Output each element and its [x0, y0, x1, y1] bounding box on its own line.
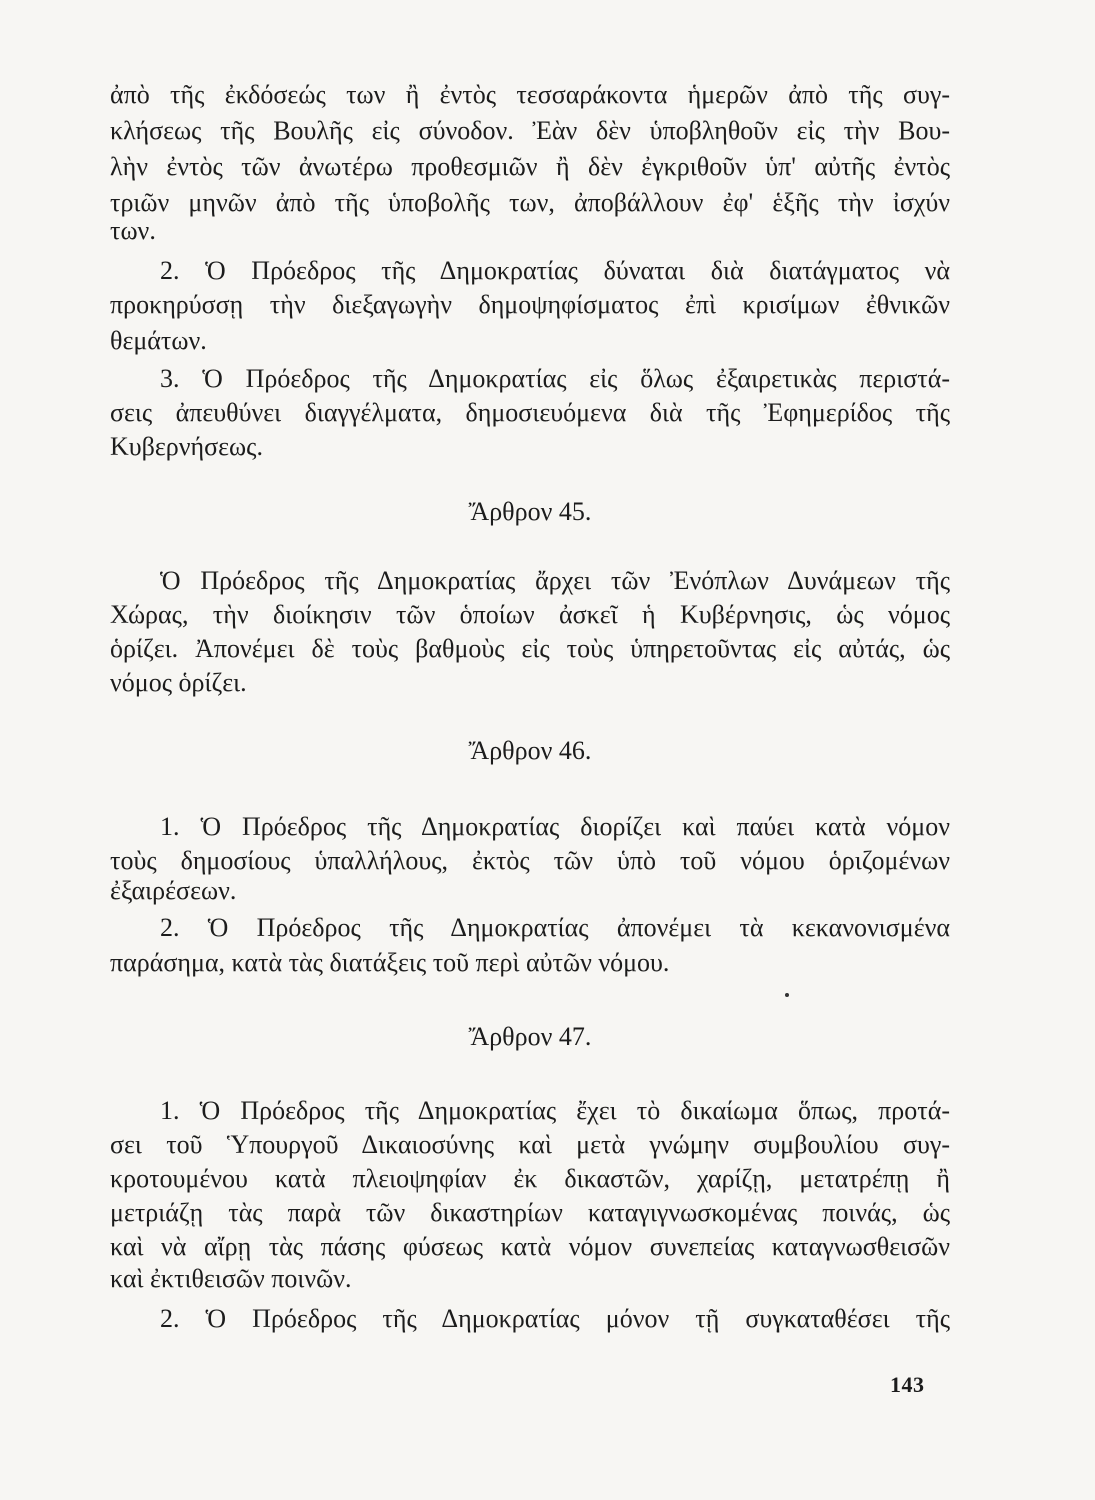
text-line: σει τοῦ Ὑπουργοῦ Δικαιοσύνης καὶ μετὰ γνώμην συμβουλίου συγ-: [110, 1130, 950, 1159]
text-line: 2. Ὁ Πρόεδρος τῆς Δημοκρατίας ἀπονέμει τὰ κεκανονισμένα: [160, 913, 950, 942]
text-line: προκηρύσσῃ τὴν διεξαγωγὴν δημοψηφίσματος ἐπὶ κρισίμων ἐθνικῶν: [110, 290, 950, 319]
text-line: καὶ νὰ αἴρῃ τὰς πάσης φύσεως κατὰ νόμον συνεπείας καταγνωσθεισῶν: [110, 1232, 950, 1261]
text-line: θεμάτων.: [110, 326, 207, 355]
text-line: σεις ἀπευθύνει διαγγέλματα, δημοσιευόμενα διὰ τῆς Ἐφημερίδος τῆς: [110, 398, 950, 427]
text-line: λὴν ἐντὸς τῶν ἀνωτέρω προθεσμιῶν ἢ δὲν ἐγκριθοῦν ὑπ' αὐτῆς ἐντὸς: [110, 152, 950, 181]
text-line: ἐξαιρέσεων.: [110, 876, 237, 905]
text-line: Κυβερνήσεως.: [110, 432, 263, 461]
text-line: παράσημα, κατὰ τὰς διατάξεις τοῦ περὶ αὐτῶν νόμου.: [110, 948, 670, 977]
text-line: 2. Ὁ Πρόεδρος τῆς Δημοκρατίας δύναται διὰ διατάγματος νὰ: [160, 256, 950, 285]
text-line: ἀπὸ τῆς ἐκδόσεώς των ἢ ἐντὸς τεσσαράκοντα ἡμερῶν ἀπὸ τῆς συγ-: [110, 80, 950, 109]
scan-speck: [785, 993, 789, 997]
article-heading: Ἄρθρον 45.: [468, 497, 592, 526]
text-line: κροτουμένου κατὰ πλειοψηφίαν ἐκ δικαστῶν, χαρίζῃ, μετατρέπῃ ἢ: [110, 1164, 950, 1193]
article-heading: Ἄρθρον 46.: [468, 736, 592, 765]
text-line: τοὺς δημοσίους ὑπαλλήλους, ἐκτὸς τῶν ὑπὸ τοῦ νόμου ὁριζομένων: [110, 846, 950, 875]
text-line: κλήσεως τῆς Βουλῆς εἰς σύνοδον. Ἐὰν δὲν ὑποβληθοῦν εἰς τὴν Βου-: [110, 116, 950, 145]
text-line: 1. Ὁ Πρόεδρος τῆς Δημοκρατίας ἔχει τὸ δικαίωμα ὅπως, προτά-: [160, 1096, 950, 1125]
text-line: 2. Ὁ Πρόεδρος τῆς Δημοκρατίας μόνον τῇ συγκαταθέσει τῆς: [160, 1304, 950, 1333]
text-line: 1. Ὁ Πρόεδρος τῆς Δημοκρατίας διορίζει καὶ παύει κατὰ νόμον: [160, 812, 950, 841]
text-line: τριῶν μηνῶν ἀπὸ τῆς ὑποβολῆς των, ἀποβάλλουν ἐφ' ἑξῆς τὴν ἰσχύν: [110, 188, 950, 217]
text-line: Χώρας, τὴν διοίκησιν τῶν ὁποίων ἀσκεῖ ἡ Κυβέρνησις, ὡς νόμος: [110, 600, 950, 629]
text-line: μετριάζῃ τὰς παρὰ τῶν δικαστηρίων καταγιγνωσκομένας ποινάς, ὡς: [110, 1198, 950, 1227]
text-line: των.: [110, 216, 156, 245]
text-line: ὁρίζει. Ἀπονέμει δὲ τοὺς βαθμοὺς εἰς τοὺς ὑπηρετοῦντας εἰς αὐτάς, ὡς: [110, 634, 950, 663]
text-line: καὶ ἐκτιθεισῶν ποινῶν.: [110, 1264, 352, 1293]
page-number: 143: [890, 1372, 925, 1397]
text-line: Ὁ Πρόεδρος τῆς Δημοκρατίας ἄρχει τῶν Ἐνόπλων Δυνάμεων τῆς: [160, 566, 950, 595]
text-line: 3. Ὁ Πρόεδρος τῆς Δημοκρατίας εἰς ὅλως ἐξαιρετικὰς περιστά-: [160, 364, 950, 393]
article-heading: Ἄρθρον 47.: [468, 1022, 592, 1051]
text-line: νόμος ὁρίζει.: [110, 668, 247, 697]
